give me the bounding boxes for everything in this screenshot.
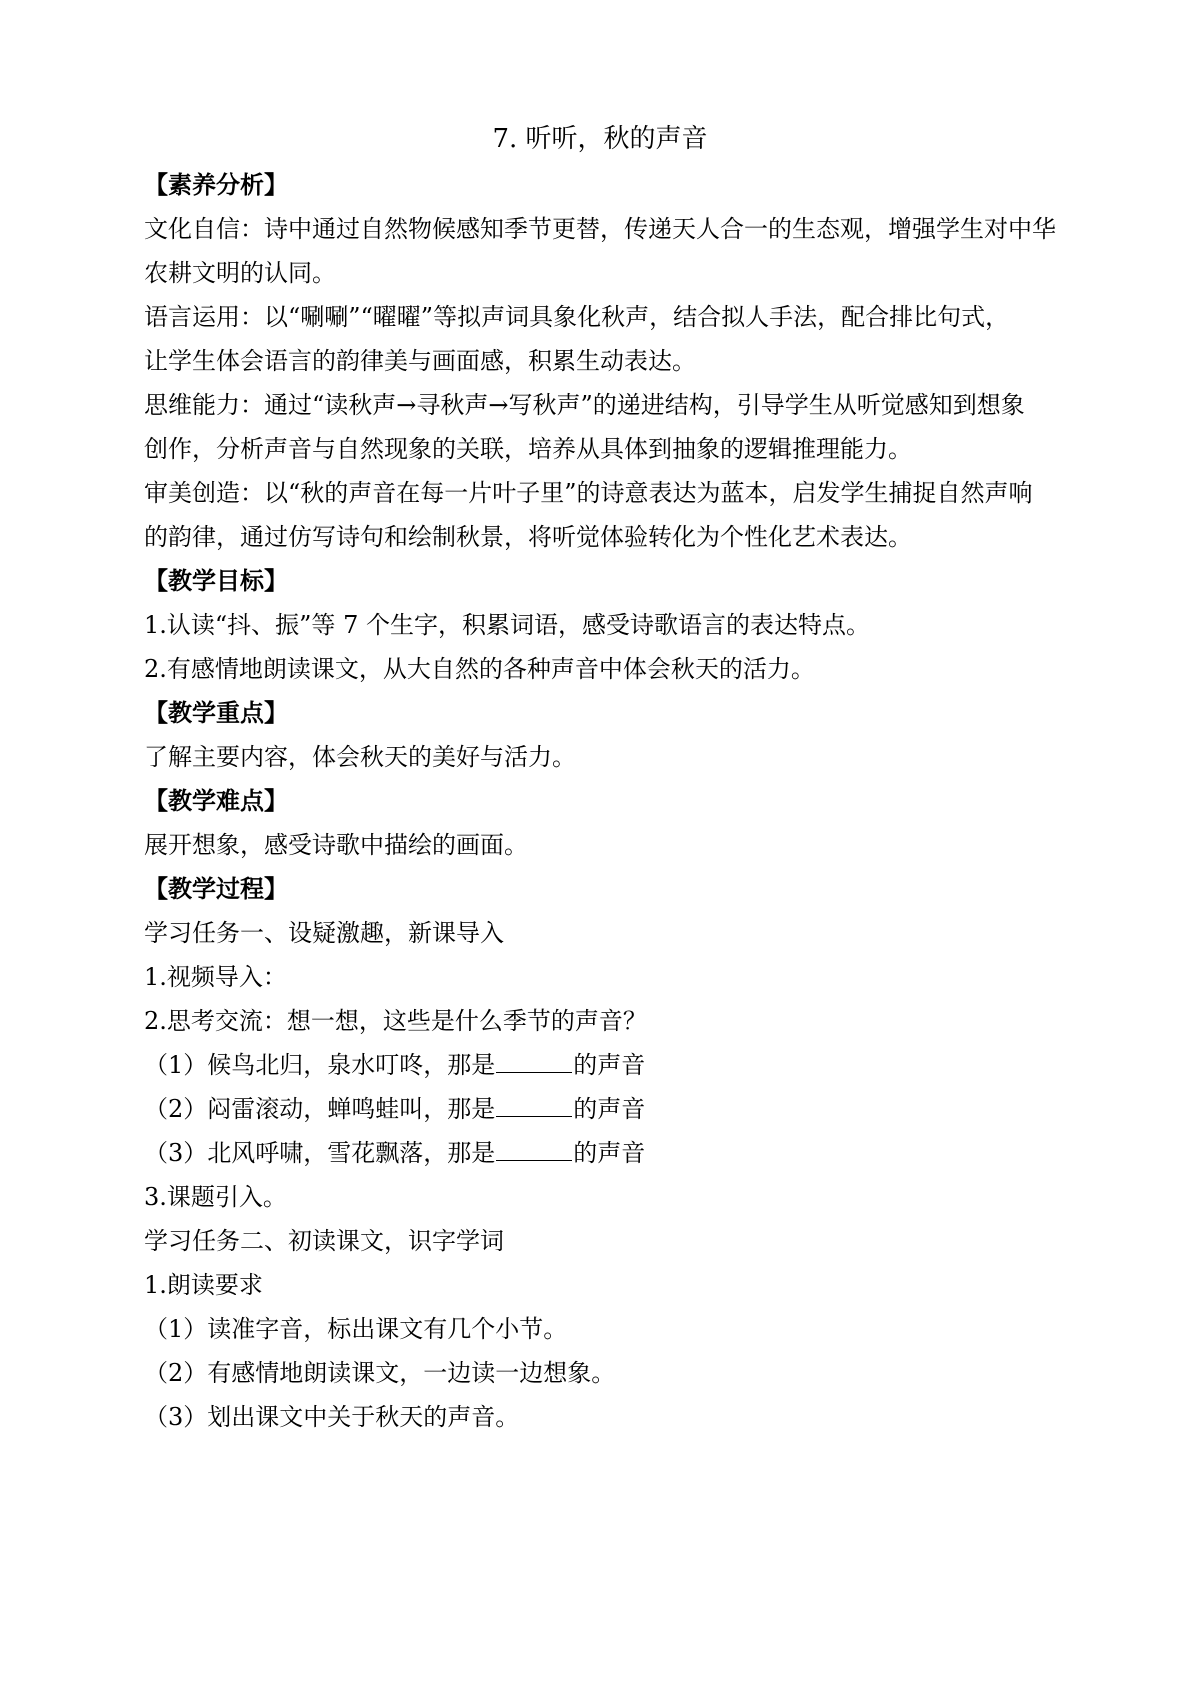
heading-key-points: 【教学重点】 [144, 698, 288, 727]
fill-in-question [144, 1048, 1074, 1082]
paragraph-line: 了解主要内容，体会秋天的美好与活力。 [144, 743, 576, 771]
page-title: 7. 听听，秋的声音 [492, 124, 708, 154]
paragraph-line: 思维能力：通过“读秋声→寻秋声→写秋声”的递进结构，引导学生从听觉感知到想象 [144, 391, 1025, 419]
list-item: （3）划出课文中关于秋天的声音。 [144, 1403, 520, 1431]
question-text: （1）候鸟北归，泉水叮咚，那是 [144, 1051, 496, 1079]
paragraph-line: 文化自信：诗中通过自然物候感知季节更替，传递天人合一的生态观，增强学生对中华 [144, 215, 1056, 243]
paragraph-line: 让学生体会语言的韵律美与画面感，积累生动表达。 [144, 347, 696, 375]
task-title: 学习任务一、设疑激趣，新课导入 [144, 919, 504, 947]
heading-literacy: 【素养分析】 [144, 170, 288, 199]
list-item: 1.朗读要求 [144, 1271, 263, 1299]
list-item: （2）有感情地朗读课文，一边读一边想象。 [144, 1359, 616, 1387]
list-item: 2.思考交流：想一想，这些是什么季节的声音？ [144, 1007, 647, 1035]
list-item: 2.有感情地朗读课文，从大自然的各种声音中体会秋天的活力。 [144, 655, 815, 683]
heading-process: 【教学过程】 [144, 874, 288, 903]
question-text: （3）北风呼啸，雪花飘落，那是 [144, 1139, 496, 1167]
paragraph-line: 农耕文明的认同。 [144, 259, 336, 287]
task-title: 学习任务二、初读课文，识字学词 [144, 1227, 504, 1255]
question-tail: 的声音 [573, 1095, 646, 1123]
paragraph-line: 审美创造：以“秋的声音在每一片叶子里”的诗意表达为蓝本，启发学生捕捉自然声响 [144, 479, 1033, 507]
answer-blank [496, 1136, 572, 1161]
paragraph-line: 语言运用：以“唰唰”“曜曜”等拟声词具象化秋声，结合拟人手法，配合排比句式， [144, 303, 1010, 331]
heading-difficulties: 【教学难点】 [144, 786, 288, 815]
fill-in-question [144, 1136, 1074, 1170]
paragraph-line: 展开想象，感受诗歌中描绘的画面。 [144, 831, 528, 859]
question-text: （2）闷雷滚动，蝉鸣蛙叫，那是 [144, 1095, 496, 1123]
answer-blank [496, 1092, 572, 1117]
question-tail: 的声音 [573, 1051, 646, 1079]
question-tail: 的声音 [573, 1139, 646, 1167]
list-item: 1.认读“抖、振”等 7 个生字，积累词语，感受诗歌语言的表达特点。 [144, 611, 870, 639]
paragraph-line: 创作，分析声音与自然现象的关联，培养从具体到抽象的逻辑推理能力。 [144, 435, 912, 463]
list-item: （1）读准字音，标出课文有几个小节。 [144, 1315, 568, 1343]
list-item: 1.视频导入： [144, 963, 287, 991]
fill-in-question [144, 1092, 1074, 1126]
paragraph-line: 的韵律，通过仿写诗句和绘制秋景，将听觉体验转化为个性化艺术表达。 [144, 523, 912, 551]
answer-blank [496, 1048, 572, 1073]
heading-goals: 【教学目标】 [144, 566, 288, 595]
list-item: 3.课题引入。 [144, 1183, 287, 1211]
